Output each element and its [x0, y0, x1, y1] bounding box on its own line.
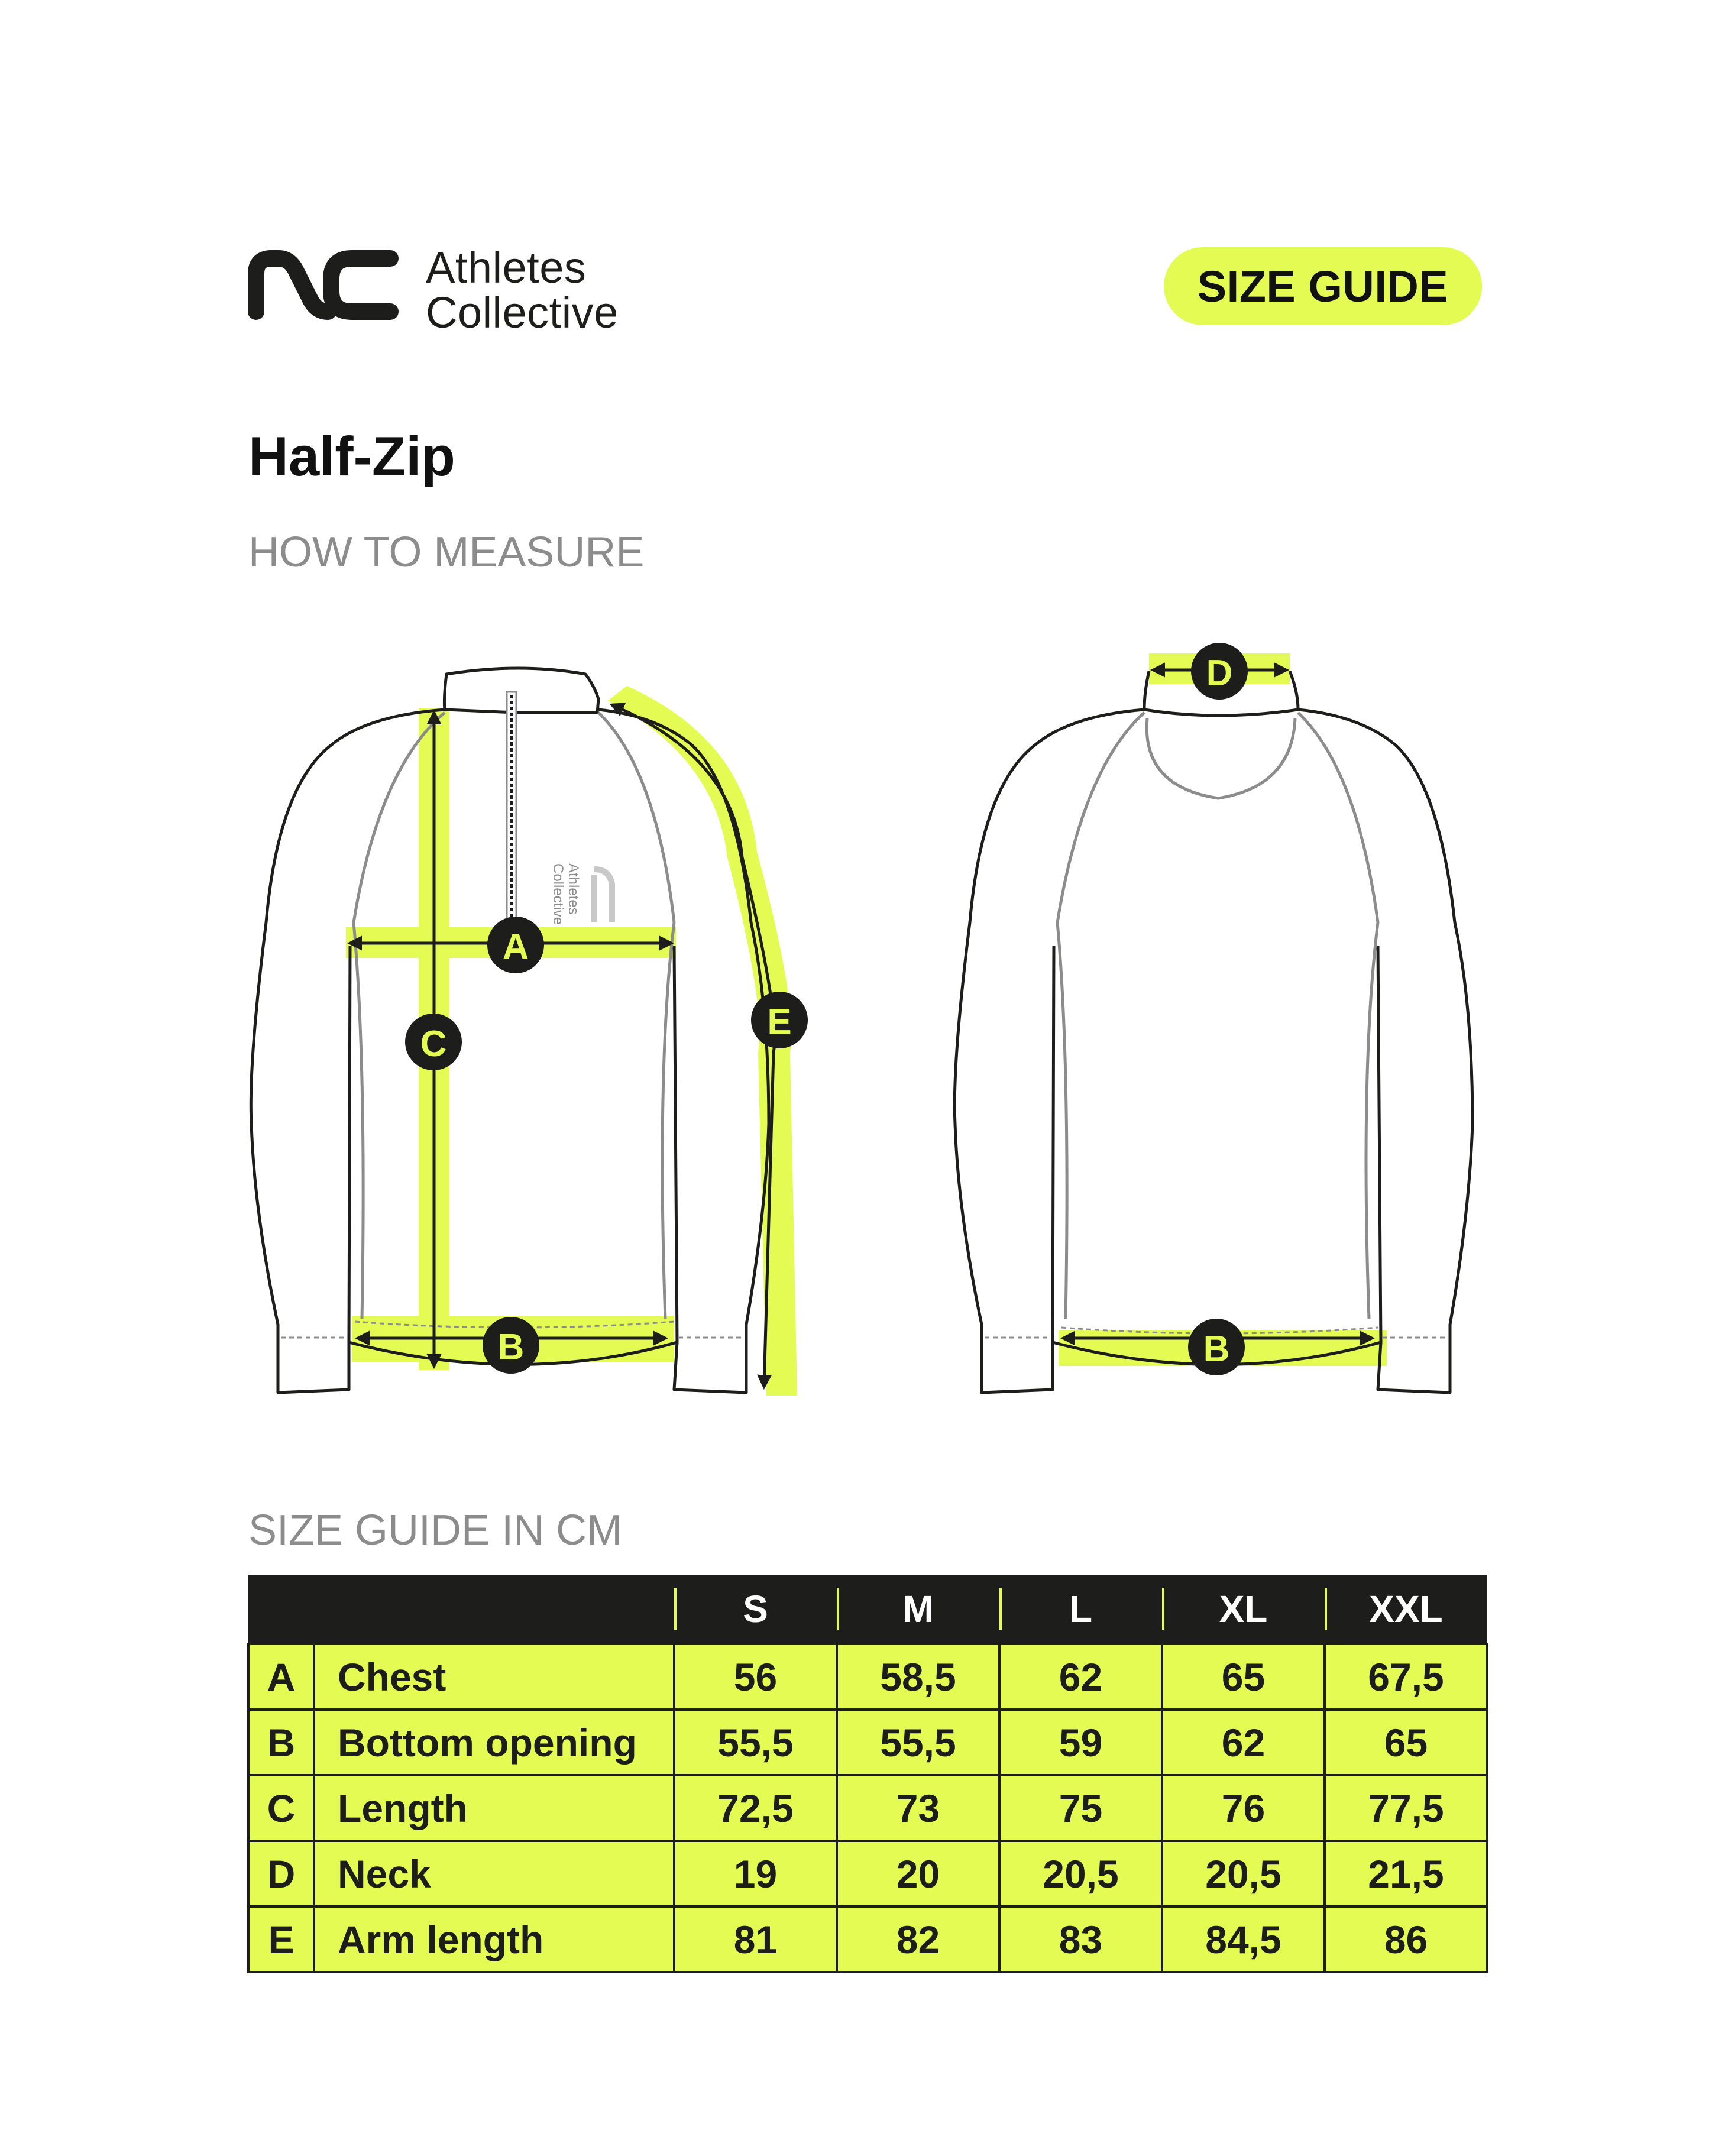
brand-line-1: Athletes: [426, 243, 587, 292]
column-header: S: [674, 1575, 837, 1644]
table-row: [248, 1841, 1487, 1906]
table-cell: 21,5: [1325, 1841, 1487, 1906]
table-cell: 56: [674, 1644, 837, 1710]
table-cell: 76: [1162, 1775, 1325, 1841]
table-cell: 20,5: [1162, 1841, 1325, 1906]
table-row: [248, 1644, 1487, 1710]
chest-logo-line-2: Collective: [550, 863, 566, 925]
table-cell: 82: [837, 1906, 999, 1972]
svg-text:E: E: [767, 1002, 792, 1043]
front-view: [251, 668, 808, 1396]
table-cell: 65: [1162, 1644, 1325, 1710]
table-cell: 86: [1325, 1906, 1487, 1972]
how-to-measure-heading: HOW TO MEASURE: [248, 529, 645, 576]
header-label: [314, 1575, 674, 1644]
table-cell: 83: [999, 1906, 1162, 1972]
table-row: [248, 1906, 1487, 1972]
row-key: E: [248, 1906, 314, 1972]
column-header: XL: [1162, 1575, 1325, 1644]
table-cell: 81: [674, 1906, 837, 1972]
table-cell: 75: [999, 1775, 1162, 1841]
table-cell: 73: [837, 1775, 999, 1841]
back-arrows: [1063, 670, 1372, 1338]
row-key: B: [248, 1710, 314, 1775]
svg-text:C: C: [420, 1024, 447, 1064]
marker-a: [487, 917, 544, 973]
marker-b-back: [1188, 1319, 1245, 1375]
row-key: C: [248, 1775, 314, 1841]
marker-b-front: [483, 1317, 539, 1374]
chest-logo-line-1: Athletes: [565, 863, 581, 915]
product-title: Half-Zip: [248, 425, 455, 487]
column-header: XXL: [1325, 1575, 1487, 1644]
column-header: L: [999, 1575, 1162, 1644]
table-cell: 77,5: [1325, 1775, 1487, 1841]
row-label: Bottom opening: [314, 1710, 674, 1775]
table-cell: 20: [837, 1841, 999, 1906]
row-label: Arm length: [314, 1906, 674, 1972]
size-guide-badge: SIZE GUIDE: [1164, 247, 1482, 325]
svg-text:B: B: [497, 1327, 525, 1368]
table-cell: 55,5: [674, 1710, 837, 1775]
table-cell: 55,5: [837, 1710, 999, 1775]
table-cell: 62: [999, 1644, 1162, 1710]
table-row: [248, 1710, 1487, 1775]
marker-e: [751, 992, 808, 1048]
row-label: Neck: [314, 1841, 674, 1906]
header-key: [248, 1575, 314, 1644]
table-cell: 67,5: [1325, 1644, 1487, 1710]
brand-line-2: Collective: [426, 288, 619, 337]
svg-text:Athletes Collective: [550, 863, 581, 925]
row-key: A: [248, 1644, 314, 1710]
size-table: [247, 1575, 1488, 1973]
svg-text:B: B: [1203, 1329, 1230, 1370]
back-view: [954, 643, 1472, 1393]
column-header: M: [837, 1575, 999, 1644]
svg-text:D: D: [1206, 653, 1233, 694]
size-guide-heading: SIZE GUIDE IN CM: [248, 1507, 623, 1554]
marker-d: [1191, 643, 1248, 700]
row-key: D: [248, 1841, 314, 1906]
svg-text:A: A: [502, 927, 529, 967]
table-header-row: [248, 1575, 1487, 1644]
table-cell: 58,5: [837, 1644, 999, 1710]
table-cell: 19: [674, 1841, 837, 1906]
chest-logo-icon: [550, 863, 612, 925]
zipper: [506, 692, 517, 931]
table-cell: 65: [1325, 1710, 1487, 1775]
table-cell: 84,5: [1162, 1906, 1325, 1972]
row-label: Length: [314, 1775, 674, 1841]
table-cell: 72,5: [674, 1775, 837, 1841]
table-cell: 59: [999, 1710, 1162, 1775]
marker-c: [405, 1014, 462, 1070]
table-cell: 62: [1162, 1710, 1325, 1775]
table-row: [248, 1775, 1487, 1841]
row-label: Chest: [314, 1644, 674, 1710]
table-cell: 20,5: [999, 1841, 1162, 1906]
